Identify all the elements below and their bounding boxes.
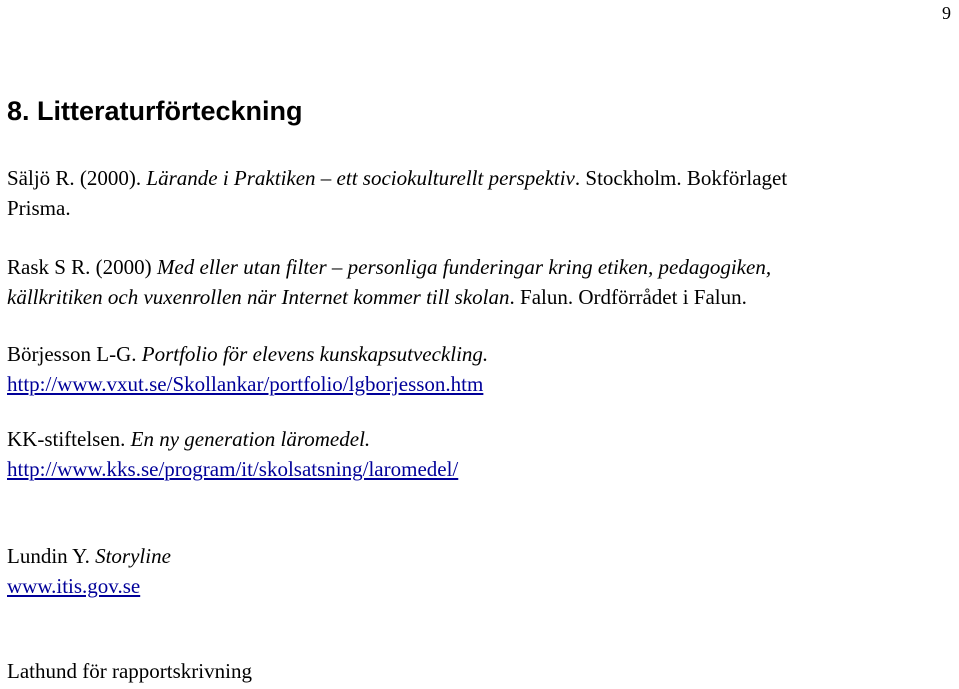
reference-line <box>7 163 787 193</box>
reference-text: Lathund för rapportskrivning <box>7 659 252 683</box>
reference-line <box>7 369 488 399</box>
reference-title: Lärande i Praktiken – ett sociokulturellt perspektiv <box>146 166 575 190</box>
reference-line <box>7 541 171 571</box>
reference-url-link[interactable]: http://www.kks.se/program/it/skolsatsning/laromedel/ <box>7 457 459 481</box>
reference-line <box>7 454 458 484</box>
reference-author: Säljö R. (2000). <box>7 166 147 190</box>
reference-lathund <box>7 656 252 686</box>
reference-title: Storyline <box>95 544 171 568</box>
reference-url-link[interactable]: http://www.vxut.se/Skollankar/portfolio/lgborjesson.htm <box>7 372 484 396</box>
reference-publisher-cont: Prisma. <box>7 196 71 220</box>
page-number: 9 <box>942 3 951 23</box>
reference-publisher: . Falun. Ordförrådet i Falun. <box>509 285 747 309</box>
reference-lundin <box>7 541 171 601</box>
reference-author: Lundin Y. <box>7 544 96 568</box>
reference-line <box>7 424 458 454</box>
reference-author: KK-stiftelsen. <box>7 427 131 451</box>
reference-title-cont: källkritiken och vuxenrollen när Internet kommer till skolan <box>7 285 510 309</box>
reference-publisher: . Stockholm. Bokförlaget <box>574 166 788 190</box>
reference-rask <box>7 252 771 312</box>
reference-title: Med eller utan filter – personliga funderingar kring etiken, pedagogiken, <box>156 255 772 279</box>
reference-title: En ny generation läromedel. <box>130 427 371 451</box>
reference-kk-stiftelsen <box>7 424 458 484</box>
reference-author: Börjesson L-G. <box>7 342 142 366</box>
section-heading: 8. Litteraturförteckning <box>7 96 303 126</box>
reference-saljo <box>7 163 787 223</box>
reference-line <box>7 571 171 601</box>
reference-line <box>7 282 771 312</box>
reference-line <box>7 339 488 369</box>
reference-author: Rask S R. (2000) <box>7 255 157 279</box>
reference-borjesson <box>7 339 488 399</box>
reference-url-link[interactable]: www.itis.gov.se <box>7 574 141 598</box>
reference-line <box>7 252 771 282</box>
reference-title: Portfolio för elevens kunskapsutveckling. <box>141 342 489 366</box>
